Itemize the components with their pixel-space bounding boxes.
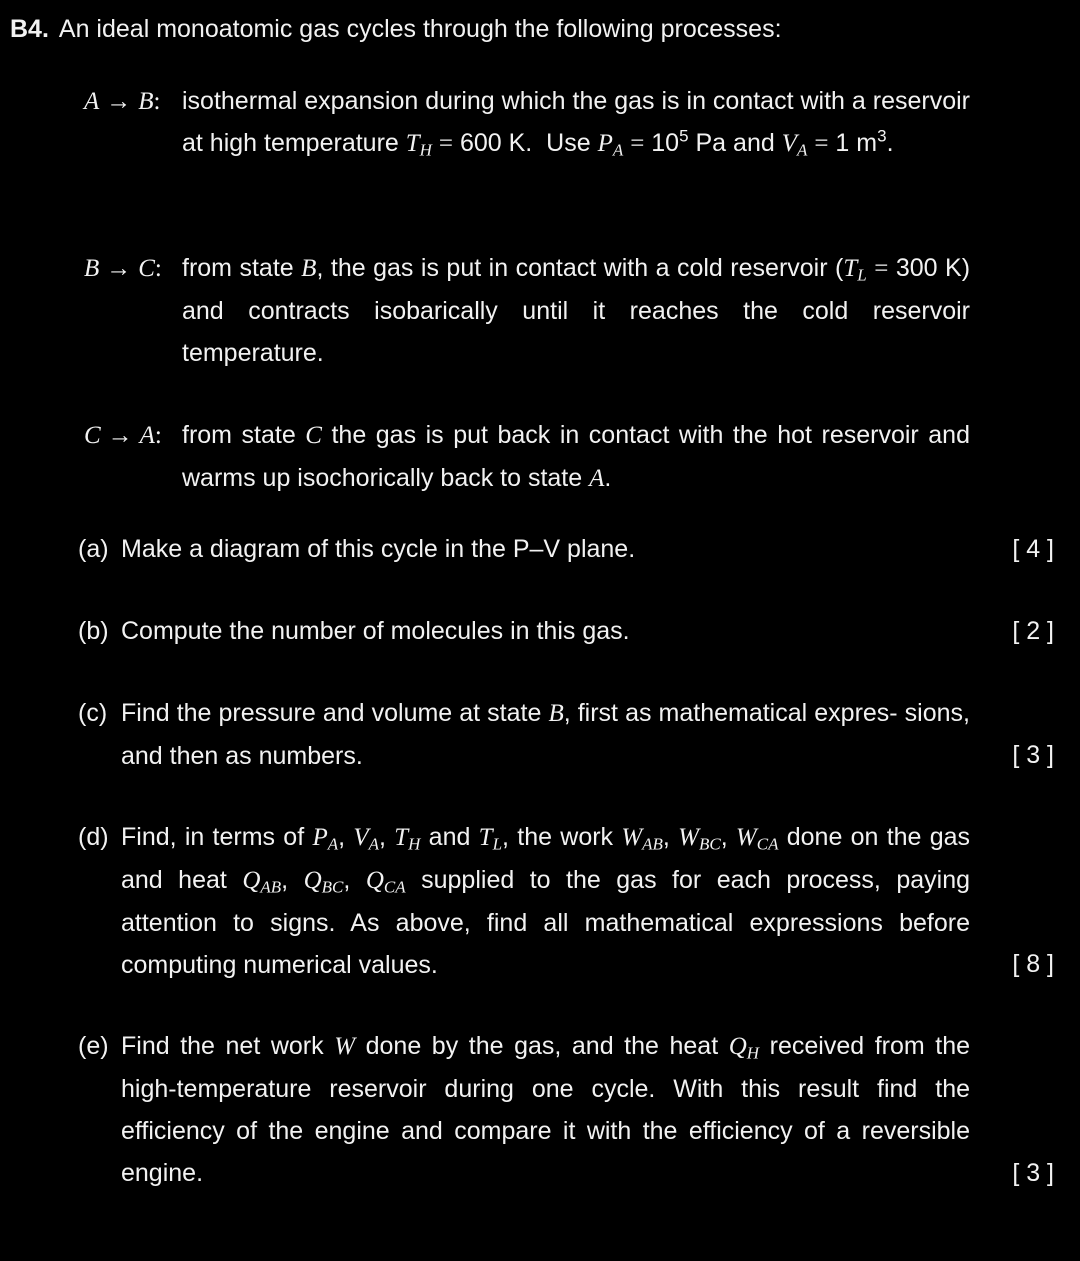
part-b	[78, 610, 970, 652]
part-c-marks: [ 3 ]	[1012, 741, 1054, 769]
question-header	[10, 8, 1070, 50]
part-c-text: Find the pressure and volume at state B, first as mathematical expres- sions, and then as numbers.	[121, 699, 970, 770]
part-b-text: Compute the number of molecules in this gas.	[121, 617, 630, 645]
process-ab-label: A → B:	[84, 88, 161, 115]
process-ca	[84, 414, 970, 500]
process-bc	[84, 247, 970, 374]
question-number: B4.	[10, 15, 49, 43]
process-ca-text: from state C the gas is put back in contact with the hot reservoir and warms up isochorically back to state A.	[182, 421, 970, 492]
part-b-tag: (b)	[78, 617, 109, 645]
process-bc-text: from state B, the gas is put in contact with a cold reservoir ($T_L = 300$ K) and contracts isobarically until it reaches the cold reservoir temperature.	[182, 254, 971, 367]
part-d-text: Find, in terms of $P_A$, $V_A$, $T_H$ and $T_L$, the work $W_{AB}$, $W_{BC}$, $W_{CA}$ done on the gas and heat $Q_{AB}$, $Q_{BC}$, $Q_{CA}$ supplied to the gas for each process, paying attention to signs. As above, find all mathematical expressions before computing numerical values.	[121, 823, 971, 979]
part-e-text: Find the net work W done by the gas, and the heat $Q_H$ received from the high-temperature reservoir during one cycle. With this result find the efficiency of the engine and compare it with the efficiency of a reversible engine.	[121, 1032, 971, 1187]
part-a-text: Make a diagram of this cycle in the P–V plane.	[121, 535, 636, 563]
process-ca-label: C → A:	[84, 422, 162, 449]
part-b-marks: [ 2 ]	[1012, 617, 1054, 645]
part-c	[78, 692, 970, 777]
question-intro: An ideal monoatomic gas cycles through the following processes:	[58, 15, 782, 43]
part-e-marks: [ 3 ]	[1012, 1159, 1054, 1187]
part-d-tag: (d)	[78, 823, 109, 851]
part-c-tag: (c)	[78, 699, 108, 727]
part-a-tag: (a)	[78, 535, 109, 563]
process-bc-label: B → C:	[84, 255, 162, 282]
process-ab-text: isothermal expansion during which the gas is in contact with a reservoir at high temperature $T_H = 600$ K. Use $P_A = 10^5$ Pa and $V_A = 1$ $m^3$.	[182, 87, 970, 160]
part-a-marks: [ 4 ]	[1012, 535, 1054, 563]
process-ab	[84, 80, 970, 165]
part-d	[78, 816, 970, 986]
part-a	[78, 528, 970, 570]
part-e-tag: (e)	[78, 1032, 109, 1060]
part-e	[78, 1025, 970, 1194]
part-d-marks: [ 8 ]	[1012, 950, 1054, 978]
